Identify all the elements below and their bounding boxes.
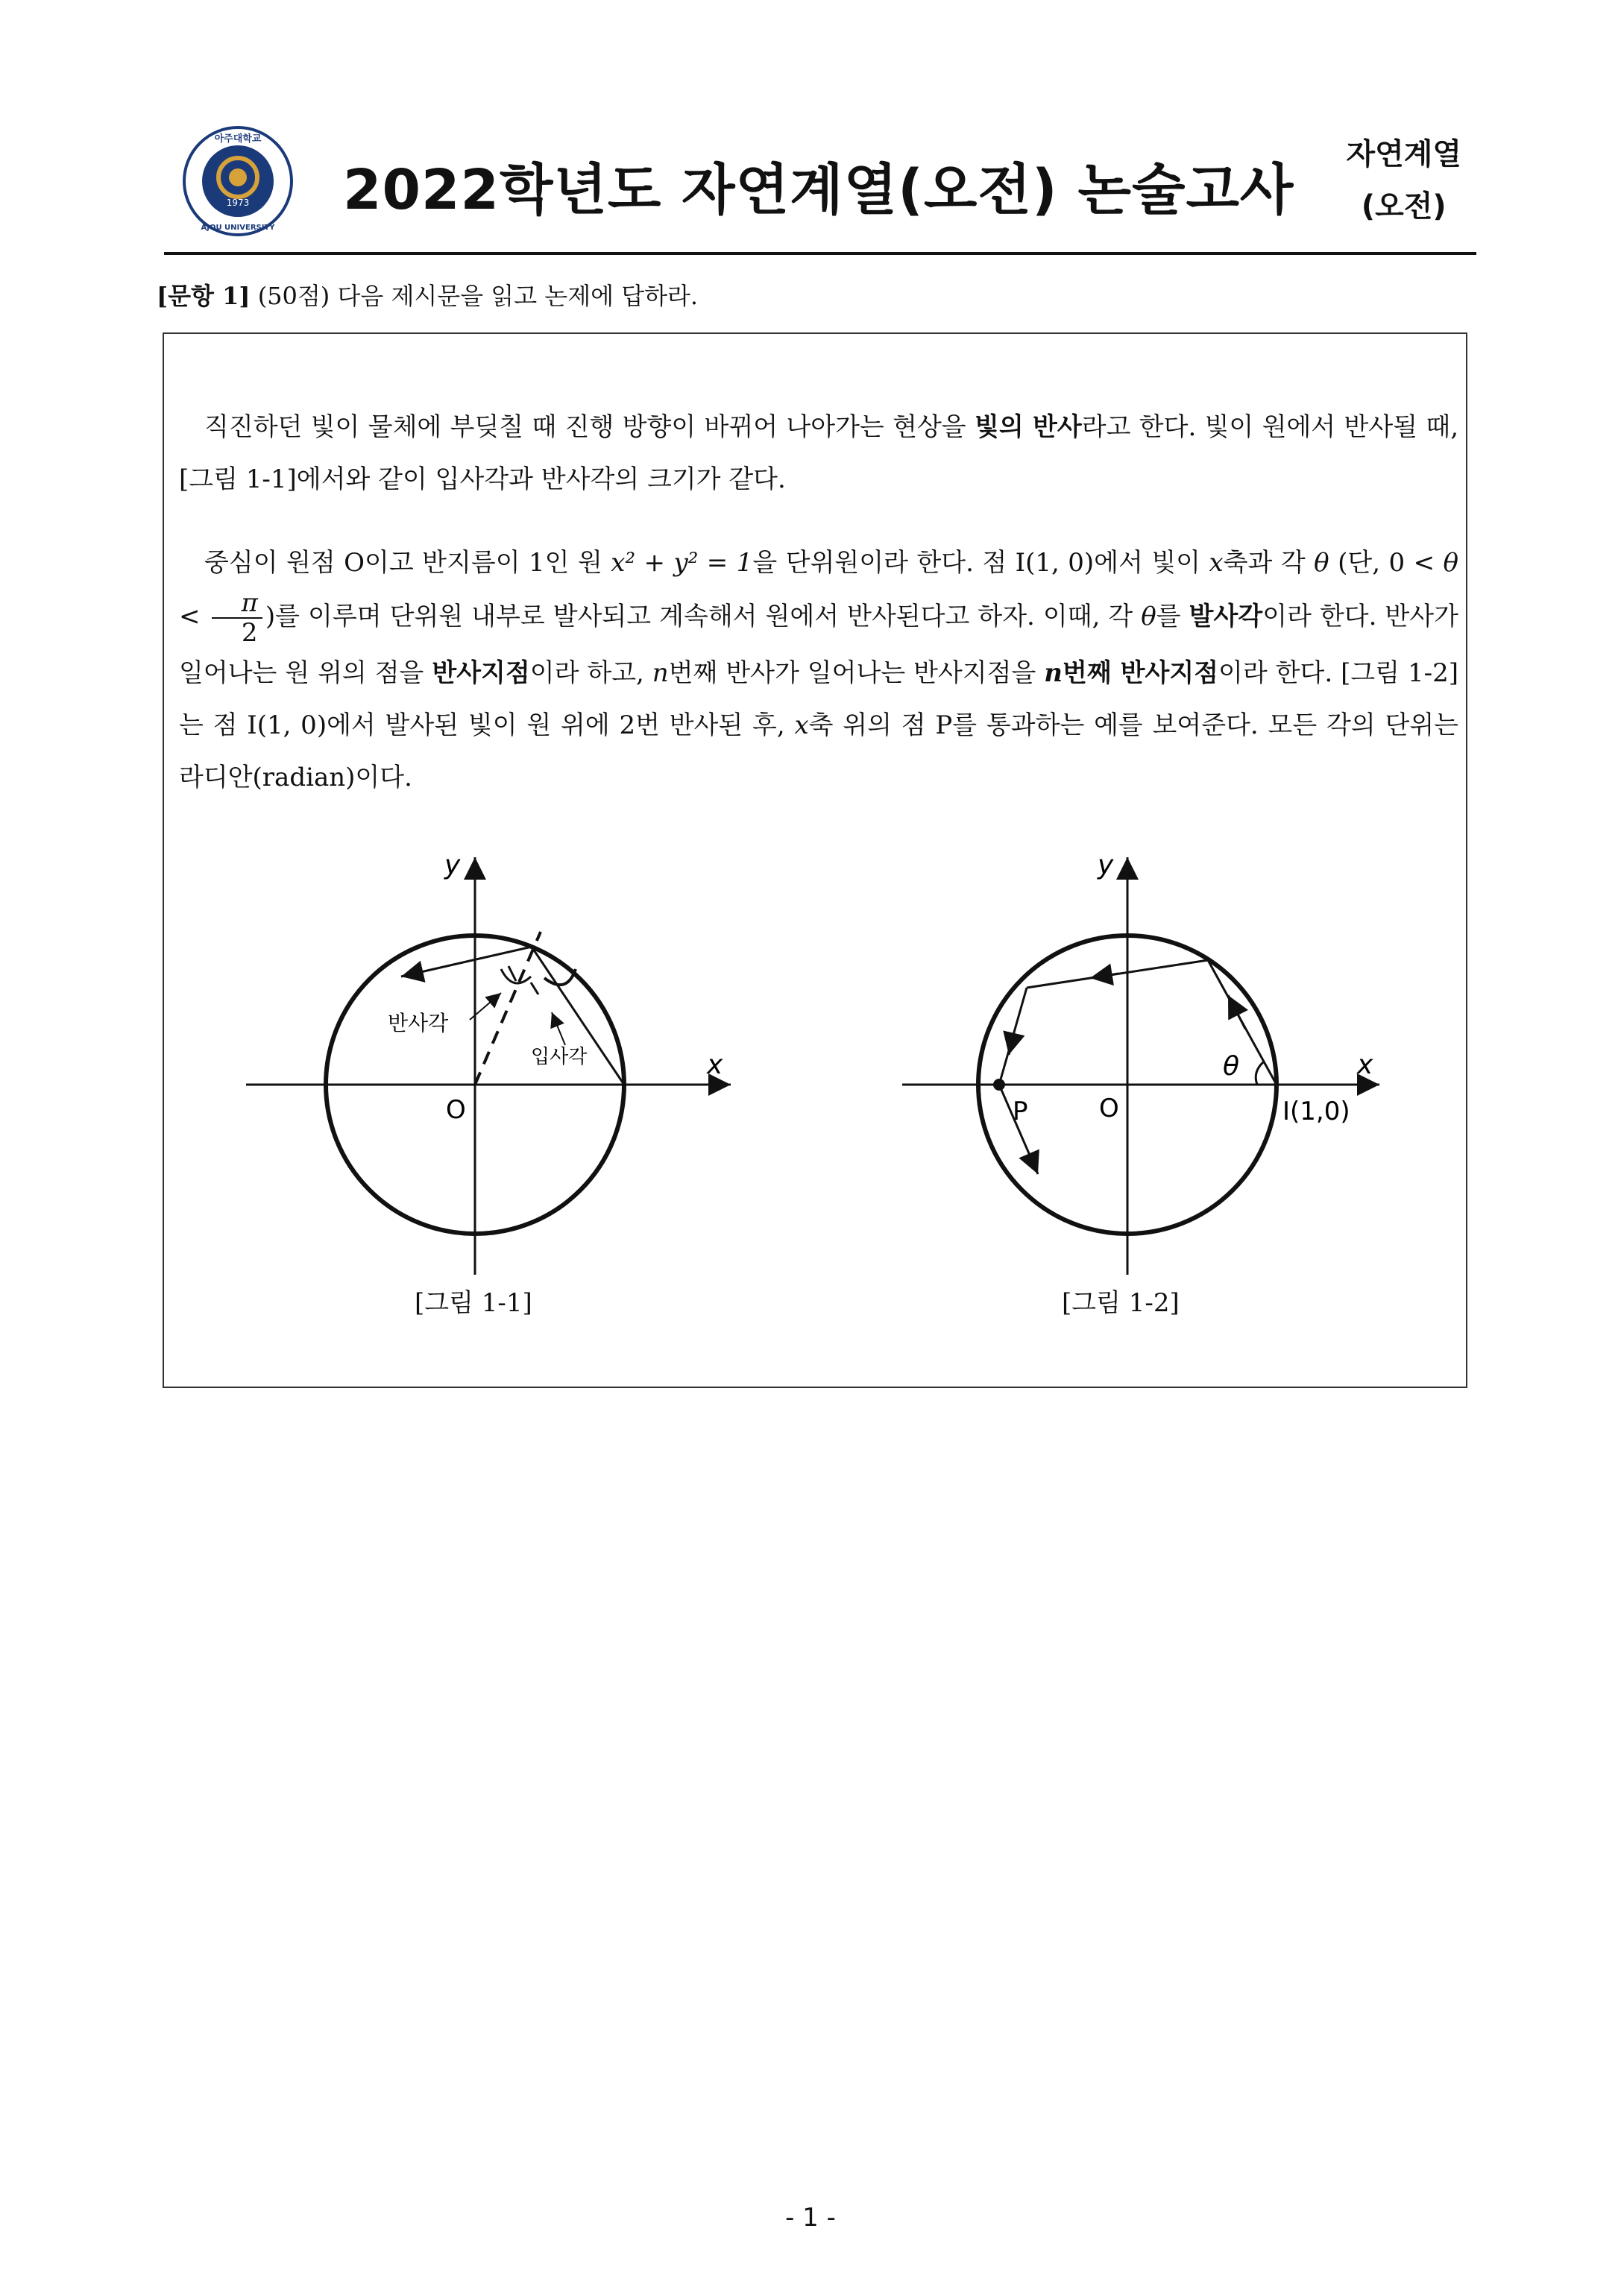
unit-circle-equation: x² + y² = 1 bbox=[611, 548, 753, 578]
origin-label: O bbox=[1099, 1094, 1119, 1123]
y-axis-label: y bbox=[444, 850, 461, 880]
logo-year: 1973 bbox=[226, 198, 250, 208]
p-label: P bbox=[1013, 1097, 1028, 1126]
passage-paragraph-1: 직진하던 빛이 물체에 부딪칠 때 진행 방향이 바뀌어 나아가는 현상을 빛의 반사라고 한다. 빛이 원에서 반사될 때, [그림 1-1]에서와 같이 입사각과 반사각의 크기가 같다. bbox=[179, 412, 1458, 494]
arc-tick-1 bbox=[509, 966, 516, 981]
page-number: - 1 - bbox=[785, 2203, 836, 2233]
bold-light-reflection: 빛의 반사 bbox=[974, 412, 1082, 442]
exam-title: 2022학년도 자연계열(오전) 논술고사 bbox=[343, 158, 1294, 222]
x-axis-label: x bbox=[707, 1050, 723, 1080]
theta-label: θ bbox=[1223, 1051, 1240, 1082]
incident-angle-label: 입사각 bbox=[531, 1046, 588, 1068]
logo-top-text: 아주대학교 bbox=[214, 133, 262, 145]
figure-1-1 bbox=[239, 835, 746, 1282]
ray-1-arrow bbox=[1228, 995, 1245, 1029]
badge-line1: 자연계열 bbox=[1346, 137, 1461, 171]
reflect-angle-label: 반사각 bbox=[388, 1011, 449, 1035]
logo-bottom-text: AJOU UNIVERSITY bbox=[201, 224, 275, 232]
arc-tick-2 bbox=[531, 983, 538, 994]
university-logo bbox=[182, 125, 294, 237]
page-header bbox=[164, 112, 1476, 253]
header-rule bbox=[164, 252, 1476, 255]
figure-1-2 bbox=[895, 835, 1417, 1282]
passage-paragraph-2: 중심이 원점 O이고 반지름이 1인 원 x² + y² = 1을 단위원이라 한다. 점 I(1, 0)에서 빛이 x축과 각 θ (단, 0 < θ < $\frac{\pi}{2}$ )를 이루며 단위원 내부로 발사되고 계속해서 원에서 반사된다고 하자. 이때, 각 θ를 발사각이라 한다. 반사가 일어나는 원 위의 점을 반사지점이라 하고, n번째 반사가 일어나는 반사지점을 n번째 반사지점이라 한다. [그림 1-2]는 점 I(1, 0)에서 발사된 빛이 원 위에 2번 반사된 후, x축 위의 점 P를 통과하는 예를 보여준다. 모든 각의 단위는 라디안(radian)이다. bbox=[179, 548, 1459, 792]
figure-1-1-caption: [그림 1-1] bbox=[415, 1288, 532, 1318]
pi-over-two: $\frac{\pi}{2}$ bbox=[212, 589, 262, 647]
incident-label-pointer bbox=[552, 1012, 565, 1045]
reflection-angle-arc bbox=[501, 969, 531, 983]
x-axis-label: x bbox=[1357, 1050, 1373, 1080]
category-badge bbox=[1346, 128, 1461, 233]
question-label: [문항 1] bbox=[157, 282, 251, 310]
question-line bbox=[157, 277, 698, 312]
ray-2-arrow bbox=[1090, 974, 1118, 978]
point-p-marker bbox=[993, 1079, 1005, 1091]
figure-1-2-caption: [그림 1-2] bbox=[1062, 1288, 1180, 1318]
theta-arc bbox=[1256, 1062, 1263, 1085]
y-axis-label: y bbox=[1098, 850, 1114, 880]
i-point-label: I(1,0) bbox=[1282, 1097, 1350, 1126]
origin-label: O bbox=[446, 1095, 466, 1125]
question-points: (50점) bbox=[257, 282, 330, 310]
badge-line2: (오전) bbox=[1361, 189, 1447, 224]
ray-3-arrow bbox=[1009, 1032, 1014, 1055]
question-instruction: 다음 제시문을 읽고 논제에 답하라. bbox=[337, 282, 699, 310]
